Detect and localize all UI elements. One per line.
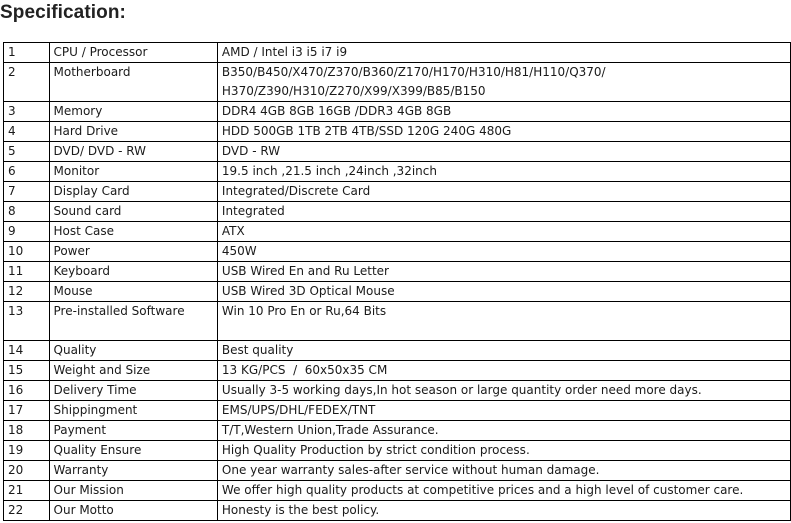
row-value: EMS/UPS/DHL/FEDEX/TNT — [217, 401, 790, 421]
row-value: Integrated — [217, 202, 790, 222]
row-number: 18 — [4, 421, 50, 441]
table-row — [4, 401, 791, 421]
row-item: Display Card — [49, 182, 217, 202]
row-value: 19.5 inch ,21.5 inch ,24inch ,32inch — [217, 162, 790, 182]
row-item: DVD/ DVD - RW — [49, 142, 217, 162]
row-number: 22 — [4, 501, 50, 521]
row-number: 16 — [4, 381, 50, 401]
row-number: 13 — [4, 302, 50, 341]
row-number: 14 — [4, 341, 50, 361]
row-number: 11 — [4, 262, 50, 282]
table-row — [4, 441, 791, 461]
row-item: Warranty — [49, 461, 217, 481]
row-item: Our Mission — [49, 481, 217, 501]
row-number: 8 — [4, 202, 50, 222]
row-number: 21 — [4, 481, 50, 501]
table-row — [4, 122, 791, 142]
row-value: USB Wired 3D Optical Mouse — [217, 282, 790, 302]
row-number: 4 — [4, 122, 50, 142]
row-value: Usually 3-5 working days,In hot season or large quantity order need more days. — [217, 381, 790, 401]
table-row — [4, 202, 791, 222]
table-row — [4, 461, 791, 481]
row-item: Monitor — [49, 162, 217, 182]
row-value: DVD - RW — [217, 142, 790, 162]
row-value: T/T,Western Union,Trade Assurance. — [217, 421, 790, 441]
row-value: ATX — [217, 222, 790, 242]
row-number: 10 — [4, 242, 50, 262]
table-row — [4, 142, 791, 162]
row-number: 3 — [4, 102, 50, 122]
row-number: 20 — [4, 461, 50, 481]
row-value: Best quality — [217, 341, 790, 361]
row-number: 19 — [4, 441, 50, 461]
specification-table — [3, 42, 791, 521]
table-row — [4, 421, 791, 441]
row-item: Payment — [49, 421, 217, 441]
table-row — [4, 381, 791, 401]
row-number: 17 — [4, 401, 50, 421]
row-value: AMD / Intel i3 i5 i7 i9 — [217, 43, 790, 63]
row-number: 2 — [4, 63, 50, 102]
table-row — [4, 162, 791, 182]
table-row — [4, 501, 791, 521]
row-number: 5 — [4, 142, 50, 162]
table-row — [4, 63, 791, 102]
table-row — [4, 182, 791, 202]
row-item: Quality — [49, 341, 217, 361]
row-value: USB Wired En and Ru Letter — [217, 262, 790, 282]
row-value: We offer high quality products at competitive prices and a high level of customer care. — [217, 481, 790, 501]
row-item: Memory — [49, 102, 217, 122]
row-item: Quality Ensure — [49, 441, 217, 461]
row-value-line-2: H370/Z390/H310/Z270/X99/X399/B85/B150 — [221, 84, 486, 98]
row-item: Weight and Size — [49, 361, 217, 381]
row-number: 7 — [4, 182, 50, 202]
row-item: Hard Drive — [49, 122, 217, 142]
row-item: Mouse — [49, 282, 217, 302]
row-item: Sound card — [49, 202, 217, 222]
row-item: Motherboard — [49, 63, 217, 102]
row-value: 13 KG/PCS / 60x50x35 CM — [217, 361, 790, 381]
row-value: 450W — [217, 242, 790, 262]
row-value: HDD 500GB 1TB 2TB 4TB/SSD 120G 240G 480G — [217, 122, 790, 142]
row-number: 6 — [4, 162, 50, 182]
row-value-line-1: B350/B450/X470/Z370/B360/Z170/H170/H310/H81/H110/Q370/ — [221, 65, 606, 79]
page-title: Specification: — [0, 2, 126, 23]
table-row — [4, 481, 791, 501]
table-row — [4, 222, 791, 242]
row-value: Integrated/Discrete Card — [217, 182, 790, 202]
row-item: Our Motto — [49, 501, 217, 521]
table-row — [4, 341, 791, 361]
row-number: 9 — [4, 222, 50, 242]
row-item: CPU / Processor — [49, 43, 217, 63]
table-row — [4, 262, 791, 282]
table-row — [4, 242, 791, 262]
table-row — [4, 361, 791, 381]
row-value — [217, 63, 790, 102]
row-item: Pre-installed Software — [49, 302, 217, 341]
row-value: One year warranty sales-after service without human damage. — [217, 461, 790, 481]
row-item: Delivery Time — [49, 381, 217, 401]
row-item: Host Case — [49, 222, 217, 242]
row-number: 1 — [4, 43, 50, 63]
row-value: DDR4 4GB 8GB 16GB /DDR3 4GB 8GB — [217, 102, 790, 122]
table-row — [4, 302, 791, 341]
row-number: 15 — [4, 361, 50, 381]
row-value: High Quality Production by strict condition process. — [217, 441, 790, 461]
row-value: Honesty is the best policy. — [217, 501, 790, 521]
row-item: Shippingment — [49, 401, 217, 421]
row-value: Win 10 Pro En or Ru,64 Bits — [217, 302, 790, 341]
table-row — [4, 43, 791, 63]
row-item: Keyboard — [49, 262, 217, 282]
row-item: Power — [49, 242, 217, 262]
table-row — [4, 102, 791, 122]
table-row — [4, 282, 791, 302]
row-number: 12 — [4, 282, 50, 302]
